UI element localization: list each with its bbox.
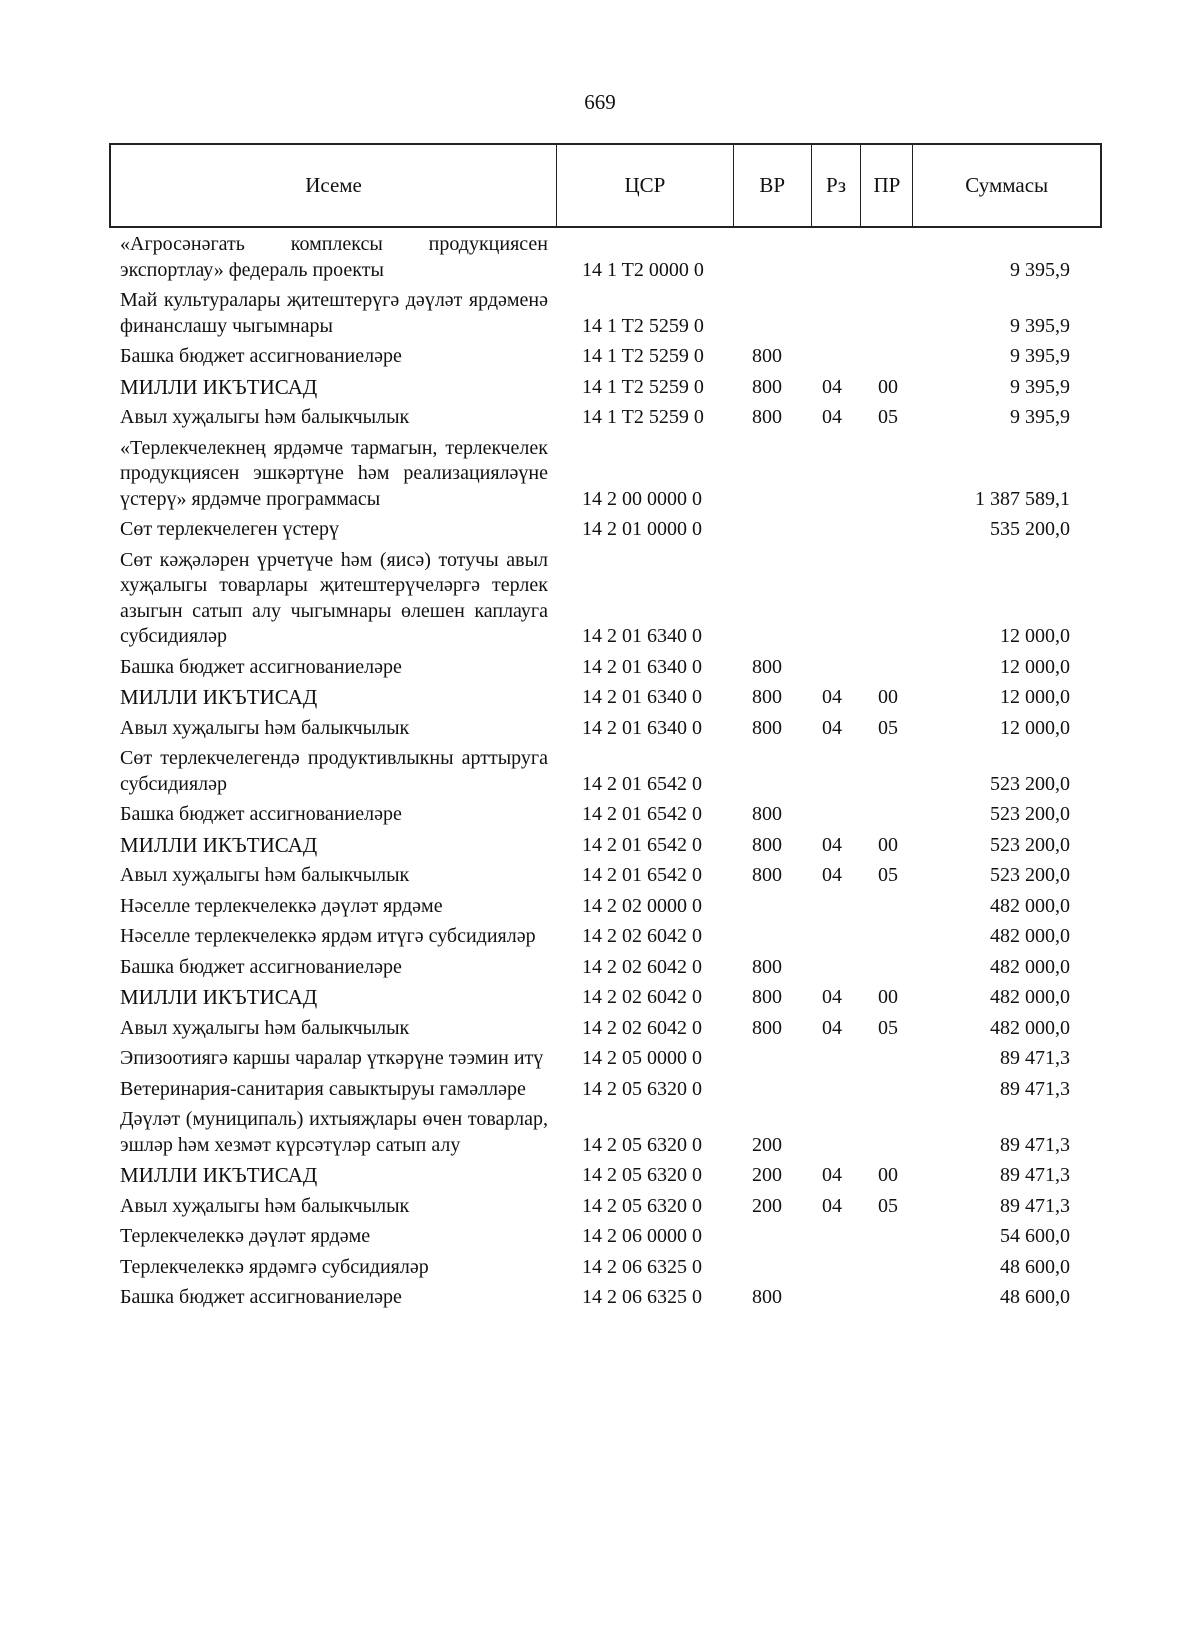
row-name: Сөт терлекчелегендә продуктивлыкны арттыруга субсидияләр [120, 747, 548, 795]
row-csr: 14 2 02 6042 0 [582, 1016, 702, 1039]
row-csr: 14 2 05 6320 0 [582, 1133, 702, 1156]
row-sum: 12 000,0 [1000, 716, 1070, 739]
row-sum: 9 395,9 [1010, 406, 1070, 428]
row-rz: 04 [822, 375, 842, 398]
row-sum: 482 000,0 [990, 955, 1070, 978]
row-csr: 14 1 T2 5259 0 [582, 375, 704, 398]
row-sum: 482 000,0 [990, 986, 1070, 1008]
row-name: Авыл хуҗалыгы һәм балыкчылык [120, 1016, 410, 1039]
row-sum: 523 200,0 [990, 833, 1070, 856]
row-sum: 12 000,0 [1000, 655, 1070, 678]
table-row [0, 1194, 1200, 1220]
row-sum: 9 395,9 [1010, 314, 1070, 337]
row-name: «Терлекчелекнең ярдәмче тармагын, терлекчелек продукциясен эшкәртүне һәм реализацияләүне үстерү» ярдәмче программасы [120, 436, 548, 510]
row-csr: 14 2 01 6542 0 [582, 772, 702, 795]
row-csr: 14 2 01 6542 0 [582, 864, 702, 886]
table-row [0, 924, 1200, 950]
row-rz: 04 [822, 716, 842, 739]
header-name: Исеме [111, 145, 557, 226]
table-row [0, 833, 1200, 859]
row-pr: 00 [878, 986, 898, 1008]
table-row [0, 1285, 1200, 1311]
row-sum: 12 000,0 [1000, 625, 1070, 647]
row-pr: 05 [878, 406, 898, 428]
row-vr: 200 [752, 1133, 782, 1156]
row-name: Авыл хуҗалыгы һәм балыкчылык [120, 1194, 410, 1217]
table-header [109, 143, 1102, 228]
row-pr: 00 [878, 833, 898, 856]
table-row [0, 685, 1200, 711]
row-csr: 14 2 02 6042 0 [582, 955, 702, 978]
row-csr: 14 2 02 6042 0 [582, 925, 702, 947]
row-sum: 9 395,9 [1010, 345, 1070, 367]
row-csr: 14 2 01 6542 0 [582, 803, 702, 825]
row-csr: 14 2 01 6340 0 [582, 625, 702, 647]
row-sum: 535 200,0 [990, 518, 1070, 540]
row-csr: 14 2 05 6320 0 [582, 1194, 702, 1217]
row-vr: 800 [752, 955, 782, 978]
page-number: 669 [584, 90, 616, 114]
row-sum: 482 000,0 [990, 1016, 1070, 1039]
table-row [0, 375, 1200, 401]
table-row [0, 1016, 1200, 1042]
row-vr: 800 [752, 406, 782, 428]
row-pr: 05 [878, 864, 898, 886]
table-row [0, 1224, 1200, 1250]
row-name: Дәүләт (муниципаль) ихтыяҗлары өчен товарлар, эшләр һәм хезмәт күрсәтүләр сатып алу [120, 1108, 548, 1156]
row-csr: 14 2 01 0000 0 [582, 518, 702, 540]
table-row [0, 517, 1200, 543]
table-row [0, 1163, 1200, 1189]
row-csr: 14 2 05 6320 0 [582, 1164, 702, 1186]
row-vr: 800 [752, 375, 782, 398]
row-pr: 05 [878, 1194, 898, 1217]
row-csr: 14 2 06 0000 0 [582, 1225, 702, 1247]
row-sum: 89 471,3 [1000, 1077, 1070, 1100]
table-row [0, 405, 1200, 431]
table-row [0, 232, 1200, 283]
row-name: МИЛЛИ ИКЪТИСАД [120, 985, 318, 1009]
row-pr: 05 [878, 716, 898, 739]
row-sum: 9 395,9 [1010, 258, 1070, 281]
row-rz: 04 [822, 1016, 842, 1039]
row-sum: 482 000,0 [990, 894, 1070, 917]
table-row [0, 894, 1200, 920]
row-pr: 00 [878, 1164, 898, 1186]
row-csr: 14 1 T2 0000 0 [582, 258, 704, 281]
row-rz: 04 [822, 1194, 842, 1217]
row-sum: 48 600,0 [1000, 1255, 1070, 1278]
row-vr: 800 [752, 833, 782, 856]
row-pr: 00 [878, 375, 898, 398]
row-sum: 48 600,0 [1000, 1286, 1070, 1308]
row-vr: 800 [752, 1016, 782, 1039]
row-rz: 04 [822, 686, 842, 708]
row-sum: 523 200,0 [990, 803, 1070, 825]
row-pr: 00 [878, 686, 898, 708]
row-name: Терлекчелеккә ярдәмгә субсидияләр [120, 1255, 429, 1278]
row-vr: 200 [752, 1194, 782, 1217]
row-sum: 482 000,0 [990, 925, 1070, 947]
row-vr: 200 [752, 1164, 782, 1186]
table-row [0, 344, 1200, 370]
row-sum: 89 471,3 [1000, 1133, 1070, 1156]
row-csr: 14 1 T2 5259 0 [582, 345, 704, 367]
table-row [0, 1077, 1200, 1103]
table-row [0, 716, 1200, 742]
table-body [0, 232, 1200, 1316]
row-vr: 800 [752, 1286, 782, 1308]
row-pr: 05 [878, 1016, 898, 1039]
table-row [0, 955, 1200, 981]
header-pr: ПР [861, 145, 913, 226]
row-csr: 14 1 T2 5259 0 [582, 406, 704, 428]
row-name: Эпизоотиягә каршы чаралар үткәрүне тәэмин итү [120, 1047, 544, 1069]
row-sum: 89 471,3 [1000, 1047, 1070, 1069]
row-sum: 9 395,9 [1010, 375, 1070, 398]
row-sum: 523 200,0 [990, 864, 1070, 886]
row-name: Башка бюджет ассигнованиеләре [120, 803, 402, 825]
row-name: Май культуралары җитештерүгә дәүләт ярдәменә финанслашу чыгымнары [120, 289, 548, 337]
row-name: «Агросәнәгать комплексы продукциясен экспортлау» федераль проекты [120, 233, 548, 281]
row-name: Сөт терлекчелеген үстерү [120, 518, 340, 540]
header-sum: Суммасы [965, 173, 1049, 197]
row-csr: 14 2 06 6325 0 [582, 1286, 702, 1308]
row-csr: 14 2 01 6340 0 [582, 716, 702, 739]
row-csr: 14 2 00 0000 0 [582, 487, 702, 510]
row-name: Башка бюджет ассигнованиеләре [120, 955, 402, 978]
row-csr: 14 2 02 6042 0 [582, 986, 702, 1008]
table-row [0, 802, 1200, 828]
row-vr: 800 [752, 686, 782, 708]
row-name: Башка бюджет ассигнованиеләре [120, 655, 402, 678]
row-name: Ветеринария-санитария савыктыруы гамәлләре [120, 1077, 526, 1100]
row-name: Авыл хуҗалыгы һәм балыкчылык [120, 716, 410, 739]
row-sum: 89 471,3 [1000, 1164, 1070, 1186]
row-sum: 523 200,0 [990, 772, 1070, 795]
row-rz: 04 [822, 986, 842, 1008]
row-csr: 14 2 01 6542 0 [582, 833, 702, 856]
table-row [0, 1107, 1200, 1158]
row-vr: 800 [752, 864, 782, 886]
row-sum: 12 000,0 [1000, 686, 1070, 708]
table-row [0, 1046, 1200, 1072]
row-name: Нәселле терлекчелеккә ярдәм итүгә субсидияләр [120, 925, 536, 947]
row-csr: 14 1 T2 5259 0 [582, 314, 704, 337]
row-vr: 800 [752, 655, 782, 678]
table-row [0, 746, 1200, 797]
table-row [0, 288, 1200, 339]
row-vr: 800 [752, 986, 782, 1008]
row-name: МИЛЛИ ИКЪТИСАД [120, 832, 318, 857]
row-rz: 04 [822, 833, 842, 856]
table-row [0, 436, 1200, 513]
header-csr: ЦСР [557, 145, 734, 226]
row-rz: 04 [822, 1164, 842, 1186]
row-vr: 800 [752, 803, 782, 825]
row-sum: 1 387 589,1 [975, 487, 1070, 510]
table-row [0, 548, 1200, 650]
row-name: Нәселле терлекчелеккә дәүләт ярдәме [120, 894, 443, 917]
row-csr: 14 2 06 6325 0 [582, 1255, 702, 1278]
row-csr: 14 2 05 0000 0 [582, 1047, 702, 1069]
table-row [0, 863, 1200, 889]
header-vr: ВР [734, 145, 812, 226]
row-vr: 800 [752, 716, 782, 739]
table-row [0, 1255, 1200, 1281]
row-name: Авыл хуҗалыгы һәм балыкчылык [120, 406, 410, 428]
row-vr: 800 [752, 345, 782, 367]
row-name: МИЛЛИ ИКЪТИСАД [120, 1163, 318, 1187]
row-sum: 54 600,0 [1000, 1225, 1070, 1247]
row-sum: 89 471,3 [1000, 1194, 1070, 1217]
row-name: Башка бюджет ассигнованиеләре [120, 1286, 402, 1308]
row-rz: 04 [822, 406, 842, 428]
row-csr: 14 2 01 6340 0 [582, 686, 702, 708]
row-csr: 14 2 02 0000 0 [582, 894, 702, 917]
row-name: Башка бюджет ассигнованиеләре [120, 345, 402, 367]
table-row [0, 985, 1200, 1011]
table-row [0, 655, 1200, 681]
row-name: МИЛЛИ ИКЪТИСАД [120, 374, 318, 399]
header-rz: Рз [812, 145, 862, 226]
row-name: Авыл хуҗалыгы һәм балыкчылык [120, 864, 410, 886]
row-csr: 14 2 05 6320 0 [582, 1077, 702, 1100]
row-csr: 14 2 01 6340 0 [582, 655, 702, 678]
row-name: Сөт кәҗәләрен үрчетүче һәм (яисә) тотучы авыл хуҗалыгы товарлары җитештерүчеләргә терлек азыгын сатып алу чыгымнары өлешен каплауга субсидияләр [120, 548, 548, 647]
row-rz: 04 [822, 864, 842, 886]
row-name: МИЛЛИ ИКЪТИСАД [120, 685, 318, 709]
row-name: Терлекчелеккә дәүләт ярдәме [120, 1225, 371, 1247]
